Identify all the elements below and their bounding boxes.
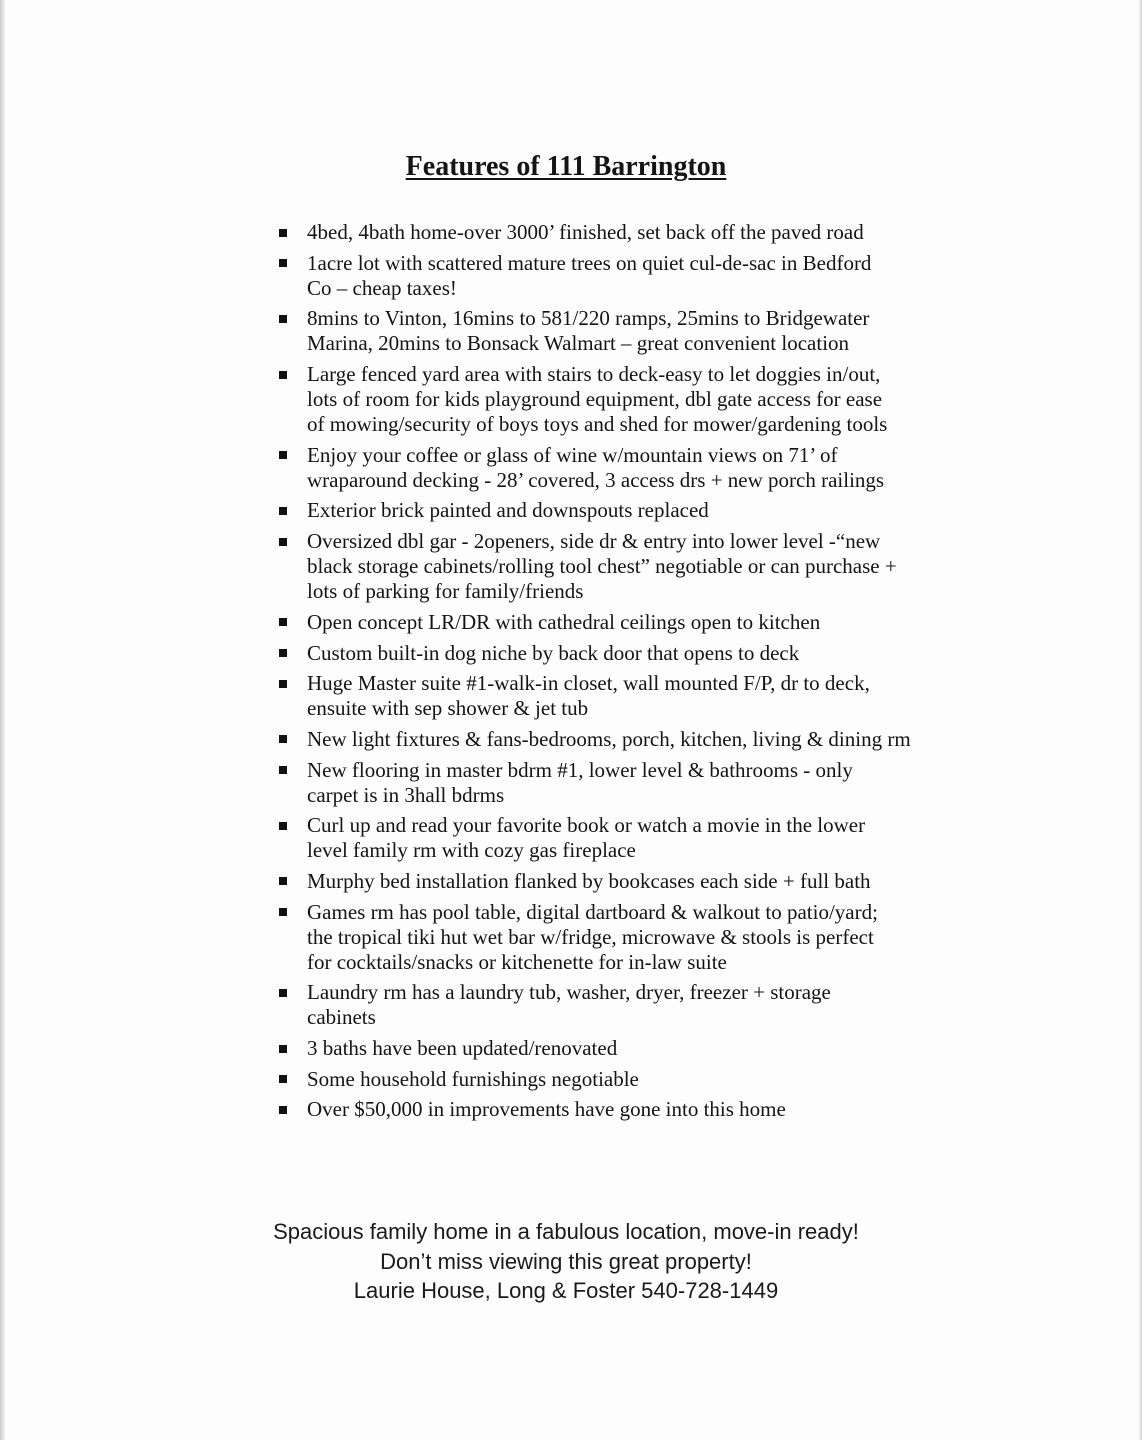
list-item — [0, 251, 1110, 301]
list-item — [0, 900, 1110, 975]
feature-text: Some household furnishings negotiable — [307, 1066, 639, 1091]
feature-text: Open concept LR/DR with cathedral ceilings open to kitchen — [307, 609, 821, 634]
list-item — [0, 758, 1110, 808]
square-bullet-icon — [279, 989, 287, 997]
square-bullet-icon — [279, 315, 287, 323]
list-item — [0, 641, 1110, 666]
feature-text: 4bed, 4bath home-over 3000’ finished, set back off the paved road — [307, 220, 864, 244]
list-item — [0, 220, 1110, 245]
square-bullet-icon — [279, 259, 287, 267]
list-item — [0, 671, 1110, 721]
closing-block — [0, 1217, 1132, 1306]
feature-text: Games rm has pool table, digital dartboard & walkout to patio/yard; the tropical tiki hut wet bar w/fridge, microwave & stools is perfect for cocktails/snacks or kitchenette for in-law suite — [307, 899, 878, 974]
list-item — [0, 610, 1110, 635]
feature-text: Exterior brick painted and downspouts replaced — [307, 498, 709, 523]
feature-text: 1acre lot with scattered mature trees on quiet cul-de-sac in Bedford Co – cheap taxes! — [307, 250, 872, 300]
square-bullet-icon — [279, 1045, 287, 1053]
square-bullet-icon — [279, 371, 287, 379]
agent-contact: Laurie House, Long & Foster 540-728-1449 — [353, 1278, 779, 1303]
list-item — [0, 869, 1110, 894]
square-bullet-icon — [279, 877, 287, 885]
feature-text: Large fenced yard area with stairs to deck-easy to let doggies in/out, lots of room for kids playground equipment, dbl gate access for ease of mowing/security of boys toys and shed for mower/gardening tools — [307, 362, 888, 437]
list-item — [0, 498, 1110, 523]
square-bullet-icon — [279, 822, 287, 830]
feature-text: Huge Master suite #1-walk-in closet, wall mounted F/P, dr to deck, ensuite with sep shower & jet tub — [307, 671, 870, 721]
feature-text: Laundry rm has a laundry tub, washer, dryer, freezer + storage cabinets — [307, 980, 831, 1030]
feature-text: Murphy bed installation flanked by bookcases each side + full bath — [307, 868, 871, 893]
feature-text: 3 baths have been updated/renovated — [307, 1036, 618, 1060]
list-item — [0, 1036, 1110, 1061]
list-item — [0, 306, 1110, 356]
square-bullet-icon — [279, 908, 287, 916]
list-item — [0, 443, 1110, 493]
square-bullet-icon — [279, 649, 287, 657]
feature-text: 8mins to Vinton, 16mins to 581/220 ramps, 25mins to Bridgewater Marina, 20mins to Bonsack Walmart – great convenient location — [307, 306, 870, 356]
list-item — [0, 727, 1110, 752]
feature-text: Over $50,000 in improvements have gone into this home — [307, 1097, 786, 1122]
list-item — [0, 362, 1110, 437]
tagline: Spacious family home in a fabulous location, move-in ready! — [273, 1219, 859, 1244]
feature-text: New light fixtures & fans-bedrooms, porch, kitchen, living & dining rm — [307, 726, 911, 751]
square-bullet-icon — [279, 1075, 287, 1083]
features-list — [0, 220, 1110, 1128]
feature-text: Custom built-in dog niche by back door that opens to deck — [307, 640, 800, 665]
square-bullet-icon — [279, 538, 287, 546]
square-bullet-icon — [279, 1106, 287, 1114]
square-bullet-icon — [279, 766, 287, 774]
square-bullet-icon — [279, 229, 287, 237]
feature-text: Curl up and read your favorite book or watch a movie in the lower level family rm with cozy gas fireplace — [307, 813, 866, 863]
square-bullet-icon — [279, 680, 287, 688]
feature-text: Oversized dbl gar - 2openers, side dr & entry into lower level -“new black storage cabinets/rolling tool chest” negotiable or can purchase + lots of parking for family/friends — [307, 529, 897, 604]
list-item — [0, 980, 1110, 1030]
scan-edge-right — [1138, 0, 1142, 1440]
document-title: Features of 111 Barrington — [405, 151, 727, 182]
feature-text: Enjoy your coffee or glass of wine w/mountain views on 71’ of wraparound decking - 28’ covered, 3 access drs + new porch railings — [307, 442, 885, 492]
list-item — [0, 1067, 1110, 1092]
square-bullet-icon — [279, 618, 287, 626]
square-bullet-icon — [279, 507, 287, 515]
list-item — [0, 813, 1110, 863]
feature-text: New flooring in master bdrm #1, lower level & bathrooms - only carpet is in 3hall bdrms — [307, 757, 853, 807]
list-item — [0, 1097, 1110, 1122]
square-bullet-icon — [279, 451, 287, 459]
square-bullet-icon — [279, 735, 287, 743]
call-to-action: Don’t miss viewing this great property! — [380, 1248, 752, 1274]
list-item — [0, 529, 1110, 604]
